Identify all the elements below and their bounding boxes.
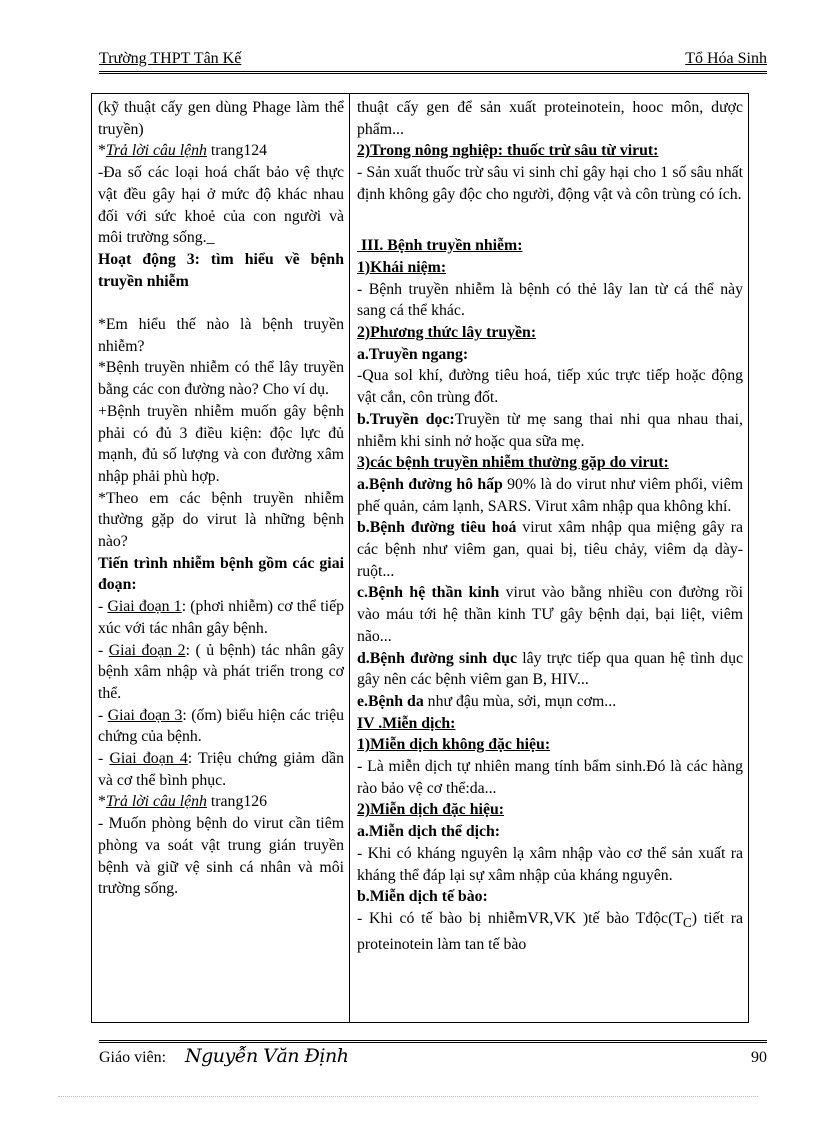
agriculture-heading: 2)Trong nông nghiệp: thuốc trừ sâu từ virut:	[357, 142, 659, 160]
left-text-11: - Muốn phòng bệnh do virut cần tiêm phòng va soát vật trung gián truyền bệnh và giữ vệ sinh cá nhân và môi trường sống.	[98, 815, 344, 898]
teacher-label: Giáo viên:	[99, 1049, 167, 1066]
bottom-divider	[58, 1096, 758, 1097]
teacher-signature: Nguyễn Văn Định	[185, 1045, 349, 1067]
school-name: Trường THPT Tân Kế	[99, 50, 242, 67]
right-text-3: - Sản xuất thuốc trừ sâu vi sinh chỉ gây hại cho 1 số sâu nhất định không gây độc cho người, động vật và côn trùng có ích.	[357, 164, 743, 203]
answer-label-1: Trả lời câu lệnh	[105, 142, 207, 160]
respiratory-label: a.Bệnh đường hô hấp	[357, 475, 503, 493]
skin-diseases	[357, 691, 743, 713]
horizontal-transmission-heading: a.Truyền ngang:	[357, 345, 469, 363]
cellular-immunity-text	[357, 908, 743, 956]
nervous-diseases	[357, 582, 743, 647]
spacer	[98, 292, 344, 314]
transmission-heading: 2)Phương thức lây truyền:	[357, 324, 537, 342]
spacer	[357, 227, 743, 235]
answer-label-2: Trả lời câu lệnh	[105, 793, 207, 811]
right-text-22: - Khi có kháng nguyên lạ xâm nhập vào cơ thể sản xuất ra kháng thể đáp lại sự xâm nhập của kháng nguyên.	[357, 844, 743, 884]
skin-label: e.Bệnh da	[357, 692, 424, 710]
stage-2-label: Giai đoạn 2	[108, 641, 186, 659]
right-text-9: -Qua sol khí, đường tiêu hoá, tiếp xúc trực tiếp hoặc động vật cắn, côn trùng đốt.	[357, 367, 743, 407]
stage-2: - Giai đoạn 2: ( ủ bệnh) tác nhân gây bệnh xâm nhập và phát triển trong cơ thể.	[98, 641, 345, 702]
vertical-transmission-text: Truyền từ mẹ sang thai nhi qua nhau thai, nhiễm khi sinh nở hoặc qua sữa mẹ.	[357, 410, 744, 450]
immunity-heading: IV .Miễn dịch:	[357, 714, 456, 732]
right-text-1: thuật cấy gen để sản xuất proteinotein, hooc môn, dược phẩm...	[357, 99, 743, 138]
nervous-label: c.Bệnh hệ thần kinh	[357, 584, 500, 602]
genital-label: d.Bệnh đường sinh dục	[357, 649, 517, 667]
left-answer-prompt-2: *Trả lời câu lệnh trang126	[98, 793, 268, 811]
digestive-diseases	[357, 517, 743, 582]
right-column	[350, 94, 748, 1022]
infection-stages-heading: Tiến trình nhiễm bệnh gồm các giai đoạn:	[98, 554, 344, 594]
nervous-text: virut vào bằng nhiều con đường rồi vào máu tới hệ thần kinh TƯ gây bệnh dại, bại liệt, viêm não...	[357, 584, 743, 645]
stage-4: - Giai đoạn 4: Triệu chứng giảm dần và cơ thể bình phục.	[98, 750, 344, 789]
respiratory-text: 90% là do virut như viêm phổi, viêm phế quản, cảm lạnh, SARS. Virut xâm nhập qua không khí.	[357, 475, 743, 515]
genital-diseases	[357, 648, 743, 691]
section-3-title: III. Bệnh truyền nhiễm:	[360, 237, 523, 255]
right-text-19: - Là miễn dịch tự nhiên mang tính bẩm sinh.Đó là các hàng rào bảo vệ cơ thể:da...	[357, 758, 743, 797]
section-3-heading	[357, 235, 743, 257]
answer-page-2: trang126	[210, 793, 268, 811]
left-text-7: +Bệnh truyền nhiễm muốn gây bệnh phải có đủ 3 điều kiện: độc lực đủ mạnh, đủ số lượng và con đường xâm nhập phải phù hợp.	[98, 402, 344, 485]
stage-1-text: : (phơi nhiễm) cơ thể tiếp xúc với tác nhân gây bệnh.	[98, 598, 344, 637]
left-answer-prompt-1: *Trả lời câu lệnh trang124	[98, 142, 268, 160]
stage-4-text: : Triệu chứng giảm dần và cơ thể bình phục.	[98, 750, 344, 789]
left-question-2: *Bệnh truyền nhiễm có thể lây truyền bằng các con đường nào? Cho ví dụ.	[98, 359, 344, 399]
cellular-immunity-heading: b.Miễn dịch tế bào:	[357, 888, 488, 906]
left-text-3: -Đa số các loại hoá chất bảo vệ thực vật đều gây hại ở mức độ khác nhau đối với sức khoẻ của con người và môi trường sống._	[98, 164, 344, 247]
respiratory-diseases	[357, 474, 743, 517]
cellular-text-b: ) tiết ra proteinotein làm tan tế bào	[357, 910, 744, 953]
activity-3-heading: Hoạt động 3: tìm hiểu về bệnh truyền nhiễm	[98, 250, 344, 290]
left-question-3: *Theo em các bệnh truyền nhiễm thường gặp do virut là những bệnh nào?	[98, 489, 344, 551]
stage-2-text: : ( ủ bệnh) tác nhân gây bệnh xâm nhập và phát triển trong cơ thể.	[98, 641, 345, 702]
page-footer	[99, 1040, 767, 1075]
left-text-1: (kỹ thuật cấy gen dùng Phage làm thể truyền)	[98, 99, 344, 138]
digestive-text: virut xâm nhập qua miệng gây ra các bệnh như viêm gan, quai bị, tiêu chảy, viêm dạ dày-ruột...	[357, 519, 743, 580]
stage-3-text: : (ốm) biểu hiện các triệu chứng của bệnh.	[98, 706, 345, 746]
specific-immunity-heading: 2)Miễn dịch đặc hiệu:	[357, 801, 505, 819]
humoral-immunity-heading: a.Miễn dịch thể dịch:	[357, 823, 501, 841]
left-column	[92, 94, 350, 1022]
common-diseases-heading: 3)các bệnh truyền nhiễm thường gặp do virut:	[357, 454, 669, 472]
genital-text: lây trực tiếp qua quan hệ tình dục gây nên các bệnh viêm gan B, HIV...	[357, 649, 743, 689]
left-question-1: *Em hiểu thế nào là bệnh truyền nhiễm?	[98, 316, 344, 355]
stage-1-label: Giai đoạn 1	[107, 598, 182, 616]
nonspecific-immunity-heading: 1)Miễn dịch không đặc hiệu:	[357, 736, 551, 754]
page-number: 90	[751, 1049, 767, 1066]
right-text-6: - Bệnh truyền nhiễm là bệnh có thẻ lây lan từ cá thể này sang cá thể khác.	[357, 280, 743, 320]
skin-text: như đậu mùa, sởi, mụn cơm...	[423, 692, 617, 710]
stage-3-label: Giai đoạn 3	[107, 706, 183, 724]
department-name: Tổ Hóa Sinh	[685, 50, 767, 67]
stage-3: - Giai đoạn 3: (ốm) biểu hiện các triệu chứng của bệnh.	[98, 706, 345, 746]
vertical-transmission	[357, 409, 743, 452]
stage-4-label: Giai đoạn 4	[109, 750, 188, 768]
content-table	[91, 93, 749, 1023]
digestive-label: b.Bệnh đường tiêu hoá	[357, 519, 517, 537]
answer-page-1: trang124	[210, 142, 268, 160]
cellular-text-a: - Khi có tế bào bị nhiễmVR,VK )tế bào Tđộc(T	[357, 910, 683, 927]
spacer	[357, 206, 743, 228]
page-header	[99, 49, 767, 74]
subscript-c: C	[682, 915, 692, 931]
concept-heading: 1)Khái niệm:	[357, 258, 447, 276]
stage-1: - Giai đoạn 1: (phơi nhiễm) cơ thể tiếp xúc với tác nhân gây bệnh.	[98, 598, 344, 637]
vertical-transmission-label: b.Truyền dọc:	[357, 410, 455, 428]
